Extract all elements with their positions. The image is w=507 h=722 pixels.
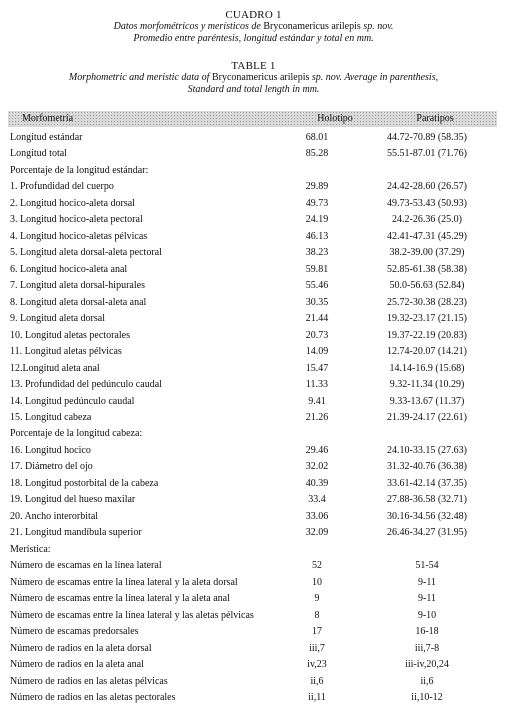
paratipos-value: 52.85-61.38 (58.38) bbox=[387, 264, 467, 275]
row-label: Número de escamas entre la línea lateral y las aletas pélvicas bbox=[10, 610, 254, 621]
paratipos-value: 16-18 bbox=[415, 626, 439, 637]
paratipos-value: 26.46-34.27 (31.95) bbox=[387, 527, 467, 538]
row-label: 18. Longitud postorbital de la cabeza bbox=[10, 478, 159, 489]
row-label: 13. Profundidad del pedúnculo caudal bbox=[10, 379, 162, 390]
holotipo-value: 33.06 bbox=[305, 511, 329, 522]
row-label: Longitud total bbox=[10, 148, 67, 159]
holotipo-value: 10 bbox=[312, 577, 322, 588]
paratipos-value: 24.10-33.15 (27.63) bbox=[387, 445, 467, 456]
table-title: TABLE 1 bbox=[231, 60, 276, 72]
paratipos-value: 9-10 bbox=[417, 610, 437, 621]
row-label: 2. Longitud hocico-aleta dorsal bbox=[10, 198, 135, 209]
cuadro-species: Bryconamericus arilepis bbox=[263, 21, 361, 32]
holotipo-value: 49.73 bbox=[305, 198, 329, 209]
holotipo-value: 32.02 bbox=[305, 461, 329, 472]
paratipos-value: 27.88-36.58 (32.71) bbox=[387, 494, 467, 505]
row-label: 12.Longitud aleta anal bbox=[10, 363, 100, 374]
table-header bbox=[8, 111, 497, 127]
paratipos-value: 50.0-56.63 (52.84) bbox=[389, 280, 465, 291]
holotipo-value: iv,23 bbox=[307, 659, 327, 670]
paratipos-value: 14.14-16.9 (15.68) bbox=[389, 363, 465, 374]
row-label: Merística: bbox=[10, 544, 51, 555]
paratipos-value: 38.2-39.00 (37.29) bbox=[389, 247, 465, 258]
holotipo-value: 32.09 bbox=[305, 527, 329, 538]
holotipo-value: 14.09 bbox=[305, 346, 329, 357]
holotipo-value: 55.46 bbox=[305, 280, 329, 291]
cuadro-subtitle-line1 bbox=[0, 21, 507, 33]
row-label: Longitud estándar bbox=[10, 132, 83, 143]
holotipo-value: 40.39 bbox=[305, 478, 329, 489]
table-species: Bryconamericus arilepis bbox=[211, 72, 310, 83]
holotipo-value: 85.28 bbox=[305, 148, 329, 159]
row-label: 10. Longitud aletas pectorales bbox=[10, 330, 130, 341]
holotipo-value: 30.35 bbox=[305, 297, 329, 308]
holotipo-value: 33.4 bbox=[308, 494, 326, 505]
paratipos-value: 21.39-24.17 (22.61) bbox=[387, 412, 467, 423]
paratipos-value: 9.33-13.67 (11.37) bbox=[389, 396, 465, 407]
paratipos-value: ii,10-12 bbox=[411, 692, 443, 703]
holotipo-value: 29.46 bbox=[305, 445, 329, 456]
row-label: 14. Longitud pedúnculo caudal bbox=[10, 396, 135, 407]
paratipos-value: iii,7-8 bbox=[414, 643, 440, 654]
holotipo-value: 9.41 bbox=[308, 396, 326, 407]
cuadro-line1-suffix: sp. nov. bbox=[363, 21, 394, 32]
holotipo-value: iii,7 bbox=[309, 643, 325, 654]
row-label: Número de escamas predorsales bbox=[10, 626, 139, 637]
paratipos-value: 31.32-40.76 (36.38) bbox=[387, 461, 467, 472]
row-label: 20. Ancho interorbital bbox=[10, 511, 99, 522]
holotipo-value: 38.23 bbox=[305, 247, 329, 258]
holotipo-value: 20.73 bbox=[305, 330, 329, 341]
row-label: 8. Longitud aleta dorsal-aleta anal bbox=[10, 297, 147, 308]
table-subtitle-line1 bbox=[0, 72, 507, 84]
row-label: Número de radios en la aleta anal bbox=[10, 659, 144, 670]
row-label: 11. Longitud aletas pélvicas bbox=[10, 346, 122, 357]
holotipo-value: 24.19 bbox=[305, 214, 329, 225]
row-label: 4. Longitud hocico-aletas pélvicas bbox=[10, 231, 148, 242]
paratipos-value: 55.51-87.01 (71.76) bbox=[387, 148, 467, 159]
row-label: 5. Longitud aleta dorsal-aleta pectoral bbox=[10, 247, 162, 258]
paratipos-value: 25.72-30.38 (28.23) bbox=[387, 297, 467, 308]
holotipo-value: 59.81 bbox=[305, 264, 329, 275]
holotipo-value: ii,11 bbox=[308, 692, 326, 703]
row-label: 19. Longitud del hueso maxilar bbox=[10, 494, 136, 505]
paratipos-value: 51-54 bbox=[415, 560, 439, 571]
row-label: 21. Longitud mandíbula superior bbox=[10, 527, 142, 538]
paratipos-value: 12.74-20.07 (14.21) bbox=[387, 346, 467, 357]
cuadro-subtitle-line2: Promedio entre paréntesis, longitud estándar y total en mm. bbox=[133, 33, 374, 44]
cuadro-line1-prefix: Datos morfométricos y merísticos de bbox=[113, 21, 261, 32]
header-morfometria: Morfometría bbox=[22, 113, 74, 124]
holotipo-value: 21.26 bbox=[305, 412, 329, 423]
row-label: Número de radios en las aletas pélvicas bbox=[10, 676, 168, 687]
row-label: 17. Diámetro del ojo bbox=[10, 461, 93, 472]
paratipos-value: 33.61-42.14 (37.35) bbox=[387, 478, 467, 489]
paratipos-value: 9-11 bbox=[418, 593, 436, 604]
paratipos-value: 19.37-22.19 (20.83) bbox=[387, 330, 467, 341]
row-label: 7. Longitud aleta dorsal-hipurales bbox=[10, 280, 145, 291]
holotipo-value: ii,6 bbox=[310, 676, 324, 687]
holotipo-value: 21.44 bbox=[305, 313, 329, 324]
header-holotipo: Holotipo bbox=[317, 113, 353, 124]
paratipos-value: 9.32-11.34 (10.29) bbox=[389, 379, 465, 390]
paratipos-value: 49.73-53.43 (50.93) bbox=[387, 198, 467, 209]
row-label: Porcentaje de la longitud estándar: bbox=[10, 165, 149, 176]
row-label: Número de escamas entre la línea lateral y la aleta dorsal bbox=[10, 577, 238, 588]
holotipo-value: 46.13 bbox=[305, 231, 329, 242]
table-line1-prefix: Morphometric and meristic data of bbox=[68, 72, 210, 83]
cuadro-title: CUADRO 1 bbox=[225, 9, 282, 21]
table-line1-suffix: sp. nov. Average in parenthesis, bbox=[311, 72, 439, 83]
table-subtitle-line2: Standard and total length in mm. bbox=[187, 84, 320, 95]
row-label: 6. Longitud hocico-aleta anal bbox=[10, 264, 128, 275]
paratipos-value: 24.2-26.36 (25.0) bbox=[392, 214, 462, 225]
holotipo-value: 11.33 bbox=[305, 379, 329, 390]
row-label: 16. Longitud hocico bbox=[10, 445, 91, 456]
row-label: 1. Profundidad del cuerpo bbox=[10, 181, 114, 192]
holotipo-value: 17 bbox=[312, 626, 322, 637]
holotipo-value: 29.89 bbox=[305, 181, 329, 192]
paratipos-value: ii,6 bbox=[420, 676, 434, 687]
holotipo-value: 8 bbox=[314, 610, 320, 621]
row-label: Número de radios en las aletas pectorales bbox=[10, 692, 176, 703]
row-label: Número de radios en la aleta dorsal bbox=[10, 643, 152, 654]
row-label: Porcentaje de la longitud cabeza: bbox=[10, 428, 143, 439]
row-label: Número de escamas en la línea lateral bbox=[10, 560, 162, 571]
row-label: Número de escamas entre la línea lateral y la aleta anal bbox=[10, 593, 230, 604]
holotipo-value: 52 bbox=[312, 560, 322, 571]
paratipos-value: 44.72-70.89 (58.35) bbox=[387, 132, 467, 143]
holotipo-value: 68.01 bbox=[305, 132, 329, 143]
header-paratipos: Paratipos bbox=[416, 113, 454, 124]
paratipos-value: iii-iv,20,24 bbox=[405, 659, 449, 670]
paratipos-value: 19.32-23.17 (21.15) bbox=[387, 313, 467, 324]
row-label: 15. Longitud cabeza bbox=[10, 412, 92, 423]
paratipos-value: 30.16-34.56 (32.48) bbox=[387, 511, 467, 522]
holotipo-value: 9 bbox=[314, 593, 320, 604]
paratipos-value: 24.42-28.60 (26.57) bbox=[387, 181, 467, 192]
row-label: 3. Longitud hocico-aleta pectoral bbox=[10, 214, 143, 225]
row-label: 9. Longitud aleta dorsal bbox=[10, 313, 105, 324]
paratipos-value: 42.41-47.31 (45.29) bbox=[387, 231, 467, 242]
paratipos-value: 9-11 bbox=[418, 577, 436, 588]
holotipo-value: 15.47 bbox=[305, 363, 329, 374]
